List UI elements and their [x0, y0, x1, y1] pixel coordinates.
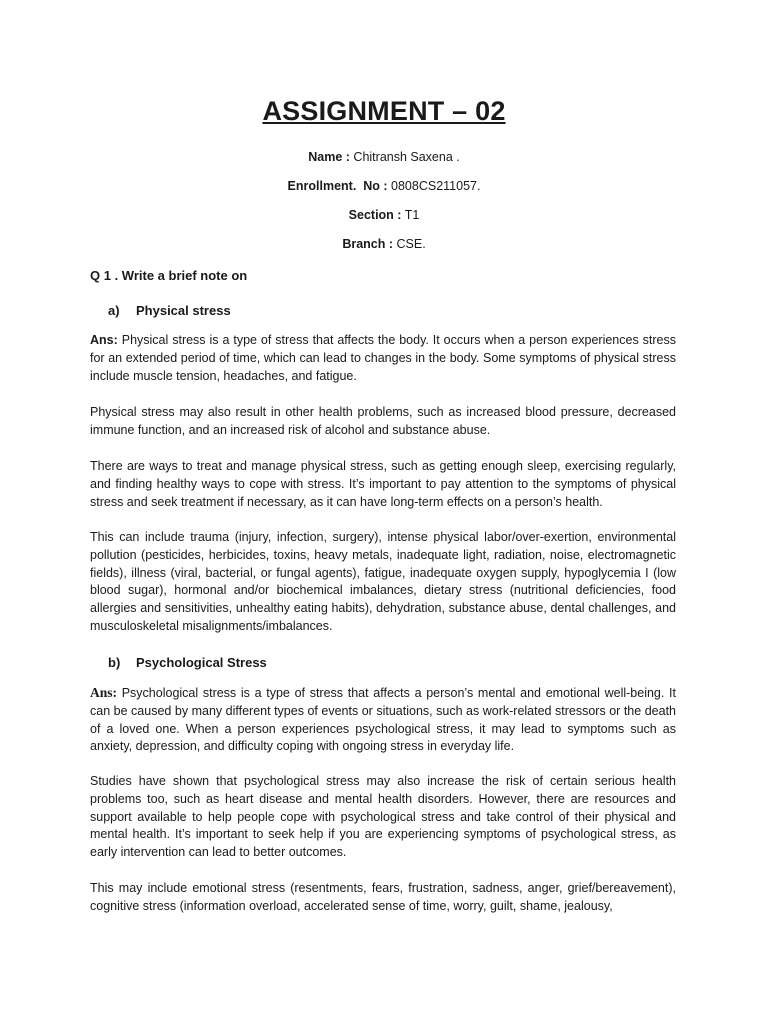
paragraph: Studies have shown that psychological stress may also increase the risk of certain serious health problems too, such as heart disease and mental health disorders. However, there are resources and support available to help people cope with psychological stress and take control of their physical and mental health. It’s important to seek help if you are experiencing symptoms of psychological stress, as early intervention can lead to better outcomes.	[90, 774, 676, 860]
branch-label: Branch :	[342, 237, 394, 251]
branch-line	[0, 237, 768, 251]
page-title: ASSIGNMENT – 02	[262, 96, 506, 126]
subheading-text: Physical stress	[136, 303, 231, 318]
branch-value: CSE.	[396, 237, 426, 251]
enrollment-value: 0808CS211057.	[391, 179, 481, 193]
name-value: Chitransh Saxena .	[353, 150, 460, 164]
subheading-physical-stress	[108, 303, 231, 318]
paragraph: This may include emotional stress (resentments, fears, frustration, sadness, anger, grief/bereavement), cognitive stress (information overload, accelerated sense of time, worry, guilt, shame, jealousy,	[90, 881, 676, 913]
enrollment-label: Enrollment. No :	[287, 179, 388, 193]
answer-label: Ans:	[90, 333, 118, 347]
section-line	[0, 208, 768, 222]
section-value: T1	[404, 208, 420, 222]
question-heading: Q 1 . Write a brief note on	[90, 268, 248, 283]
answer-label: Ans:	[90, 685, 118, 700]
paragraph-text: Physical stress is a type of stress that affects the body. It occurs when a person experiences stress for an extended period of time, which can lead to changes in the body. Some symptoms of physical stress include muscle tension, headaches, and fatigue.	[90, 333, 676, 383]
paragraph-text: Psychological stress is a type of stress that affects a person’s mental and emotional well-being. It can be caused by many different types of events or situations, such as work-related stressors or the death of a loved one. When a person experiences psychological stress, it may lead to symptoms such as anxiety, depression, and difficulty coping with ongoing stress in everyday life.	[90, 686, 676, 754]
subheading-psychological-stress	[108, 655, 267, 670]
paragraph: There are ways to treat and manage physical stress, such as getting enough sleep, exercising regularly, and finding healthy ways to cope with stress. It’s important to pay attention to the symptoms of physical stress and seek treatment if necessary, as it can have long-term effects on a person’s health.	[90, 459, 676, 509]
paragraph: Physical stress may also result in other health problems, such as increased blood pressure, decreased immune function, and an increased risk of alcohol and substance abuse.	[90, 405, 676, 437]
subheading-marker: b)	[108, 655, 121, 670]
enrollment-line	[0, 179, 768, 193]
answer-paragraph	[90, 684, 676, 756]
subheading-text: Psychological Stress	[136, 655, 267, 670]
name-line	[0, 150, 768, 164]
subheading-marker: a)	[108, 303, 120, 318]
answer-paragraph	[90, 332, 676, 385]
section-label: Section :	[348, 208, 402, 222]
paragraph: This can include trauma (injury, infection, surgery), intense physical labor/over-exertion, environmental pollution (pesticides, herbicides, toxins, heavy metals, inadequate light, radiation, noise, electromagnetic fields), illness (viral, bacterial, or fungal agents), fatigue, inadequate oxygen supply, hypoglycemia I (low blood sugar), hormonal and/or biochemical imbalances, dietary stress (nutritional deficiencies, food allergies and sensitivities, unhealthy eating habits), dehydration, substance abuse, dental challenges, and musculoskeletal misalignments/imbalances.	[90, 530, 676, 633]
name-label: Name :	[308, 150, 350, 164]
